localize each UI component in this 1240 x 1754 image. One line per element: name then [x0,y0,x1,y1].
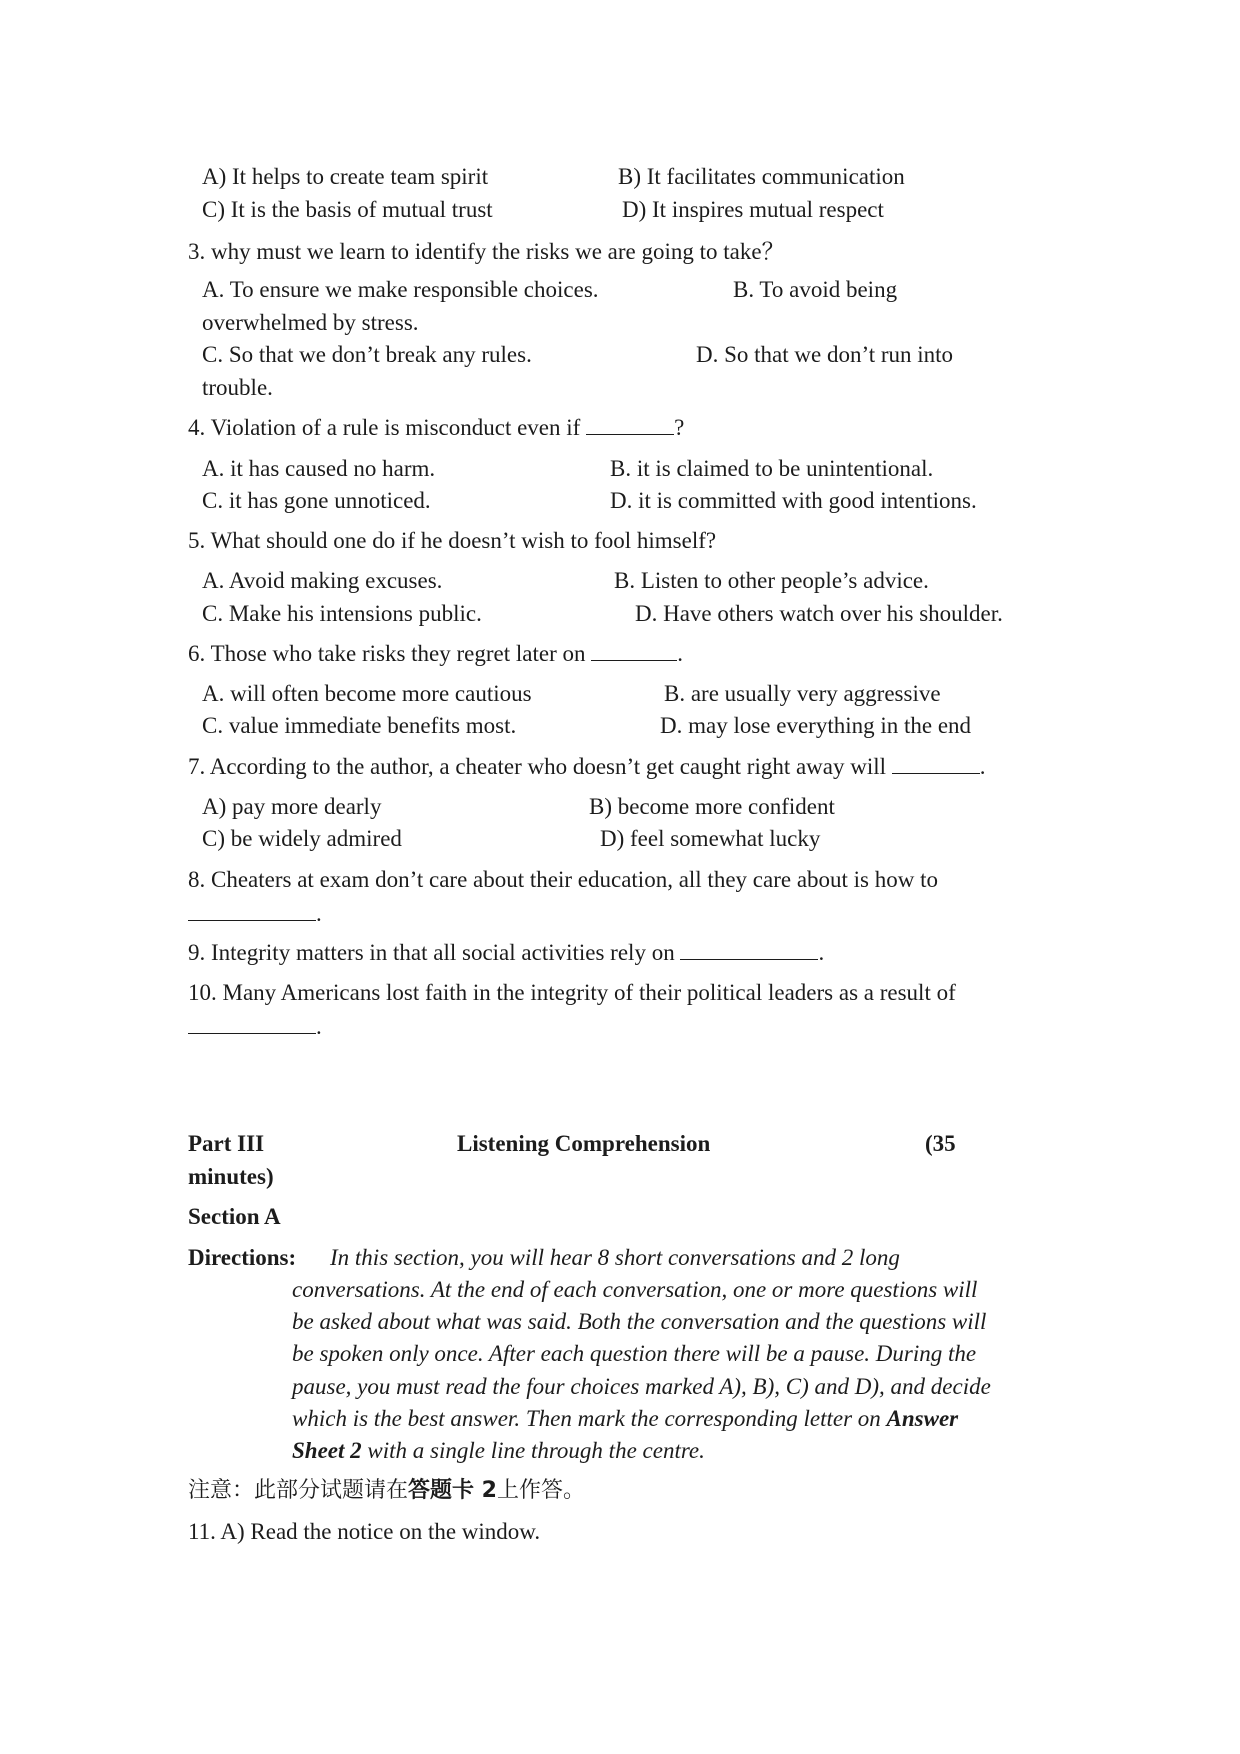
q2-option-d: D) It inspires mutual respect [622,197,884,222]
answer-blank [586,416,674,435]
q5-option-c: C. Make his intensions public. [202,601,482,626]
q3-option-b: B. To avoid being [733,277,898,302]
directions-line: be spoken only once. After each question there will be a pause. During the [292,1341,977,1366]
q3-option-b-cont: overwhelmed by stress. [202,310,419,335]
q5-option-a: A. Avoid making excuses. [202,568,443,593]
q6-stem: 6. Those who take risks they regret later on . [188,641,683,666]
directions-line: Sheet 2 with a single line through the centre. [292,1438,705,1463]
q2-option-c: C) It is the basis of mutual trust [202,197,493,222]
section-title: Section A [188,1204,281,1229]
q7-option-c: C) be widely admired [202,826,402,851]
q5-option-d: D. Have others watch over his shoulder. [635,601,1003,626]
q3-option-c: C. So that we don’t break any rules. [202,342,532,367]
part-label: Part III [188,1131,265,1156]
q3-option-a: A. To ensure we make responsible choices. [202,277,599,302]
q8-blank-line: . [188,900,322,928]
q4-option-c: C. it has gone unnoticed. [202,488,431,513]
q9-stem: 9. Integrity matters in that all social activities rely on . [188,940,825,965]
answer-blank [188,1015,316,1034]
directions-line: pause, you must read the four choices marked A), B), C) and D), and decide [292,1374,991,1399]
q10-stem: 10. Many Americans lost faith in the integrity of their political leaders as a result of [188,980,956,1005]
q8-stem: 8. Cheaters at exam don’t care about their education, all they care about is how to [188,867,939,892]
answer-blank [680,941,818,960]
q11-option-a: 11. A) Read the notice on the window. [188,1519,541,1544]
q4-option-d: D. it is committed with good intentions. [610,488,977,513]
directions-line: conversations. At the end of each conversation, one or more questions will [292,1277,978,1302]
q7-option-a: A) pay more dearly [202,794,382,819]
q6-option-a: A. will often become more cautious [202,681,532,706]
q5-option-b: B. Listen to other people’s advice. [614,568,929,593]
answer-blank [591,642,677,661]
q3-stem: 3. why must we learn to identify the risks we are going to take？ [188,239,785,264]
q4-option-a: A. it has caused no harm. [202,456,436,481]
part-time-cont: minutes) [188,1164,274,1189]
answer-blank [188,902,316,921]
q4-option-b: B. it is claimed to be unintentional. [610,456,934,481]
q6-option-c: C. value immediate benefits most. [202,713,517,738]
q4-stem: 4. Violation of a rule is misconduct even if ? [188,415,685,440]
q3-option-d-cont: trouble. [202,375,273,400]
answer-blank [892,755,980,774]
q7-option-b: B) become more confident [589,794,835,819]
directions-line: which is the best answer. Then mark the corresponding letter on Answer [292,1406,959,1431]
answer-sheet-note: 注意：此部分试题请在答题卡 2上作答。 [188,1478,585,1503]
q10-blank-line: . [188,1013,322,1041]
part-time: (35 [925,1131,956,1156]
q6-option-d: D. may lose everything in the end [660,713,972,738]
part-title: Listening Comprehension [457,1131,711,1156]
q7-option-d: D) feel somewhat lucky [600,826,821,851]
q5-stem: 5. What should one do if he doesn’t wish to fool himself? [188,528,717,553]
q2-option-b: B) It facilitates communication [618,164,905,189]
directions-line: be asked about what was said. Both the conversation and the questions will [292,1309,987,1334]
q7-stem: 7. According to the author, a cheater who doesn’t get caught right away will . [188,754,986,779]
q3-option-d: D. So that we don’t run into [696,342,954,367]
q2-option-a: A) It helps to create team spirit [202,164,489,189]
directions-label: Directions: [188,1245,297,1270]
directions-line: In this section, you will hear 8 short conversations and 2 long [330,1245,900,1270]
q6-option-b: B. are usually very aggressive [664,681,941,706]
